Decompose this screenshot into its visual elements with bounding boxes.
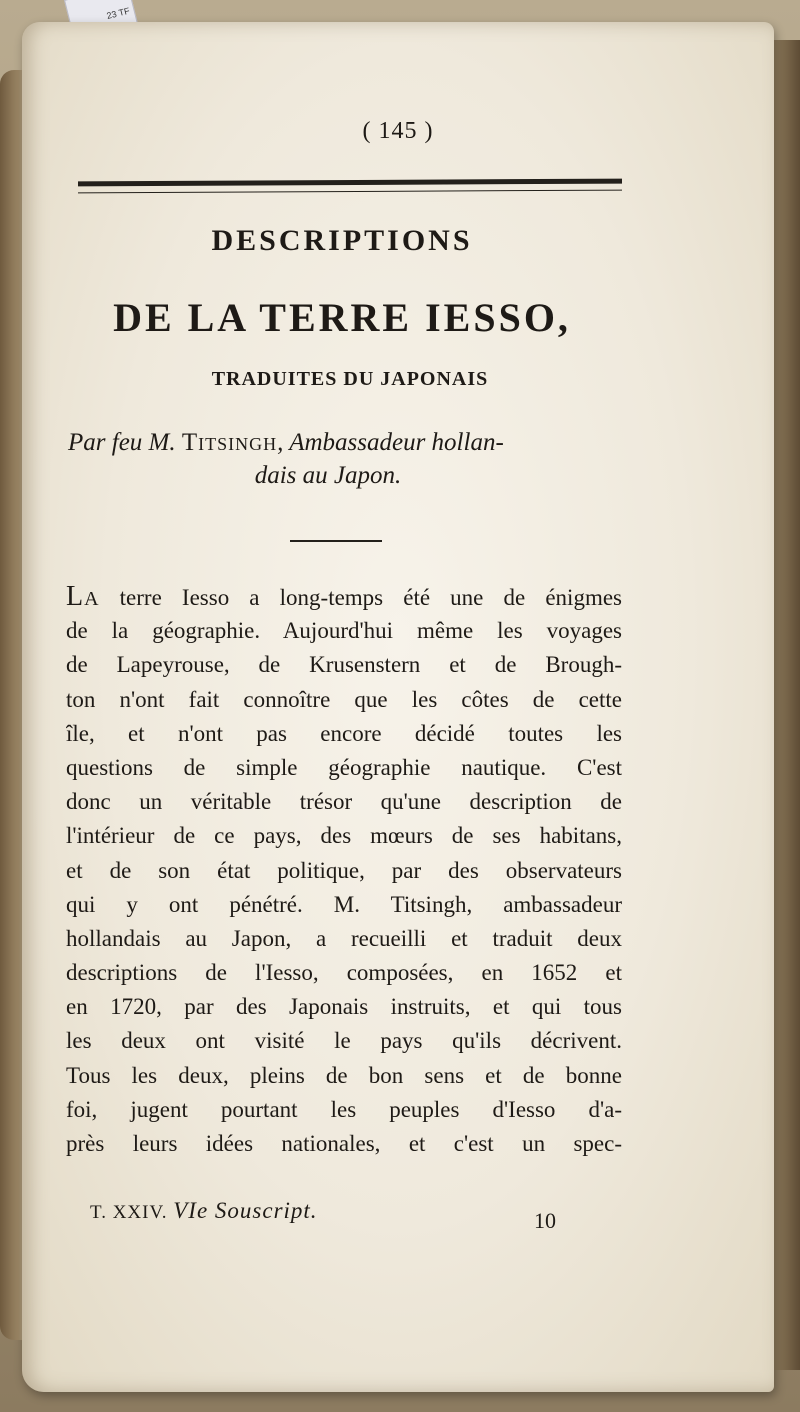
signature-part: VIe Souscript. [173, 1198, 318, 1223]
byline-suffix: , Ambassadeur hollan- [277, 429, 504, 456]
body-line: questions de simple géographie nautique. C'est [66, 754, 622, 780]
body-line: La terre Iesso a long-temps été une de énigmes [66, 581, 622, 612]
initial-letters: La [66, 581, 100, 612]
title-line-1: DESCRIPTIONS [211, 224, 473, 257]
body-line: de Lapeyrouse, de Krusenstern et de Brough- [66, 652, 622, 678]
body-line: de la géographie. Aujourd'hui même les voyages [66, 618, 622, 644]
body-line: en 1720, par des Japonais instruits, et qui tous [66, 994, 622, 1020]
byline-prefix: Par feu M. [68, 429, 182, 456]
body-line: les deux ont visité le pays qu'ils décrivent. [66, 1028, 622, 1054]
body-paragraph [66, 580, 622, 1161]
body-line: donc un véritable trésor qu'une description de [66, 789, 622, 815]
body-line: l'intérieur de ce pays, des mœurs de ses habitans, [66, 823, 622, 849]
header-rule-thin [78, 190, 622, 194]
body-line: foi, jugent pourtant les peuples d'Iesso d'a- [66, 1096, 622, 1122]
body-line: Tous les deux, pleins de bon sens et de bonne [66, 1062, 622, 1088]
body-line: et de son état politique, par des observateurs [66, 857, 622, 883]
body-line: près leurs idées nationales, et c'est un spec- [66, 1131, 622, 1156]
byline-name: Titsingh [181, 429, 278, 456]
byline [68, 426, 628, 492]
body-line: hollandais au Japon, a recueilli et traduit deux [66, 925, 622, 951]
signature-mark [90, 1198, 318, 1224]
header-rule-thick [78, 179, 622, 187]
sheet-number: 10 [534, 1208, 556, 1233]
body-line: île, et n'ont pas encore décidé toutes les [66, 720, 622, 746]
title-line-2: DE LA TERRE IESSO, [113, 295, 571, 340]
byline-line-2: dais au Japon. [254, 462, 402, 489]
page-number: ( 145 ) [362, 118, 434, 144]
body-line: qui y ont pénétré. M. Titsingh, ambassadeur [66, 891, 622, 917]
library-tag-text: 23 TF [105, 5, 131, 21]
section-divider [290, 540, 382, 542]
body-line: ton n'ont fait connoître que les côtes de cette [66, 686, 622, 712]
book-page [22, 22, 774, 1392]
body-line: descriptions de l'Iesso, composées, en 1652 et [66, 960, 622, 986]
signature-tome: T. XXIV. [90, 1202, 168, 1223]
subtitle: TRADUITES DU JAPONAIS [211, 368, 489, 390]
